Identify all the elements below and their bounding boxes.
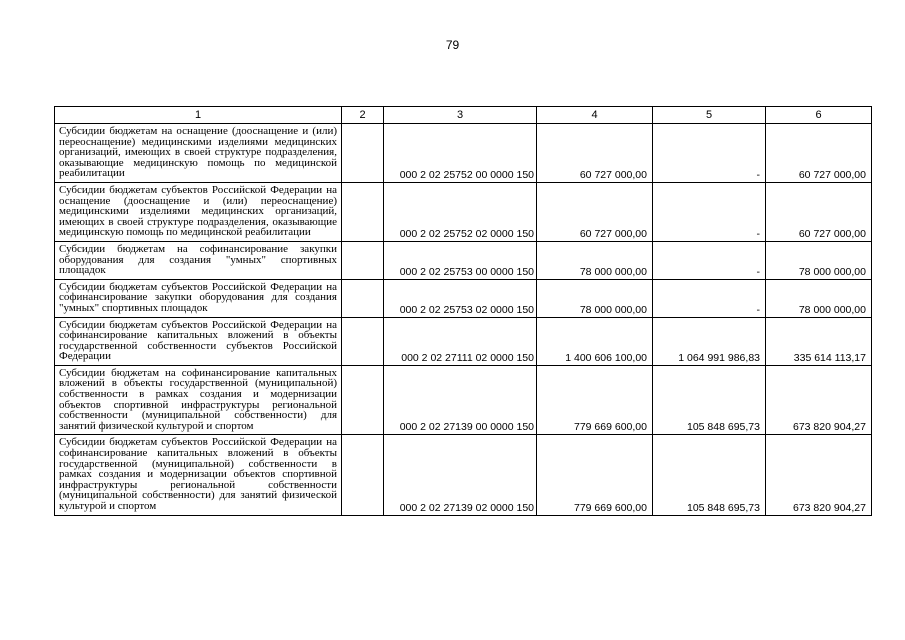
row-col6: 78 000 000,00: [766, 279, 872, 317]
row-col4: 78 000 000,00: [537, 241, 653, 279]
row-col4: 779 669 600,00: [537, 435, 653, 515]
row-col4: 1 400 606 100,00: [537, 317, 653, 365]
row-col5: 1 064 991 986,83: [653, 317, 766, 365]
row-col6: 673 820 904,27: [766, 365, 872, 435]
row-col4: 60 727 000,00: [537, 124, 653, 183]
row-col4: 60 727 000,00: [537, 182, 653, 241]
table-row: [55, 279, 872, 317]
row-code: 000 2 02 27139 00 0000 150: [384, 365, 537, 435]
row-col6: 335 614 113,17: [766, 317, 872, 365]
row-code: 000 2 02 27111 02 0000 150: [384, 317, 537, 365]
row-code: 000 2 02 25753 02 0000 150: [384, 279, 537, 317]
row-col2: [342, 317, 384, 365]
row-col4: 78 000 000,00: [537, 279, 653, 317]
row-code: 000 2 02 25752 00 0000 150: [384, 124, 537, 183]
row-col2: [342, 241, 384, 279]
table-row: [55, 241, 872, 279]
column-header-6: 6: [766, 107, 872, 124]
page-number: 79: [445, 38, 460, 52]
column-header-3: 3: [384, 107, 537, 124]
row-description: Субсидии бюджетам субъектов Российской Федерации на оснащение (дооснащение и (или) переоснащение) медицинскими изделиями медицинских организаций, имеющих в своей структуре подразделения, оказывающие медицинскую помощь по медицинской реабилитации: [55, 182, 342, 241]
table-row: [55, 182, 872, 241]
column-header-4: 4: [537, 107, 653, 124]
row-col2: [342, 182, 384, 241]
row-col6: 673 820 904,27: [766, 435, 872, 515]
column-header-5: 5: [653, 107, 766, 124]
row-col6: 78 000 000,00: [766, 241, 872, 279]
row-col5: -: [653, 182, 766, 241]
row-description: Субсидии бюджетам на софинансирование закупки оборудования для создания "умных" спортивных площадок: [55, 241, 342, 279]
row-description: Субсидии бюджетам на софинансирование капитальных вложений в объекты государственной (муниципальной) собственности в рамках создания и модернизации объектов спортивной инфраструктуры региональной собственности (муниципальной собственности) для занятий физической культурой и спортом: [55, 365, 342, 435]
row-col6: 60 727 000,00: [766, 182, 872, 241]
row-code: 000 2 02 25753 00 0000 150: [384, 241, 537, 279]
row-code: 000 2 02 25752 02 0000 150: [384, 182, 537, 241]
row-col2: [342, 365, 384, 435]
row-description: Субсидии бюджетам субъектов Российской Федерации на софинансирование капитальных вложений в объекты государственной собственности субъектов Российской Федерации: [55, 317, 342, 365]
row-description: Субсидии бюджетам на оснащение (дооснащение и (или) переоснащение) медицинскими изделиями медицинских организаций, имеющих в своей структуре подразделения, оказывающие медицинскую помощь по медицинской реабилитации: [55, 124, 342, 183]
row-col6: 60 727 000,00: [766, 124, 872, 183]
column-header-2: 2: [342, 107, 384, 124]
row-code: 000 2 02 27139 02 0000 150: [384, 435, 537, 515]
row-description: Субсидии бюджетам субъектов Российской Федерации на софинансирование закупки оборудования для создания "умных" спортивных площадок: [55, 279, 342, 317]
header-row: [55, 107, 872, 124]
row-col5: 105 848 695,73: [653, 365, 766, 435]
row-col5: -: [653, 241, 766, 279]
row-col2: [342, 279, 384, 317]
budget-table: [54, 106, 872, 516]
table-row: [55, 435, 872, 515]
table-row: [55, 124, 872, 183]
row-col5: 105 848 695,73: [653, 435, 766, 515]
row-col4: 779 669 600,00: [537, 365, 653, 435]
row-col2: [342, 435, 384, 515]
table-row: [55, 317, 872, 365]
row-col5: -: [653, 124, 766, 183]
row-col2: [342, 124, 384, 183]
row-description: Субсидии бюджетам субъектов Российской Федерации на софинансирование капитальных вложений в объекты государственной (муниципальной) собственности в рамках создания и модернизации объектов спортивной инфраструктуры региональной собственности (муниципальной собственности) для занятий физической культурой и спортом: [55, 435, 342, 515]
row-col5: -: [653, 279, 766, 317]
column-header-1: 1: [55, 107, 342, 124]
table-row: [55, 365, 872, 435]
